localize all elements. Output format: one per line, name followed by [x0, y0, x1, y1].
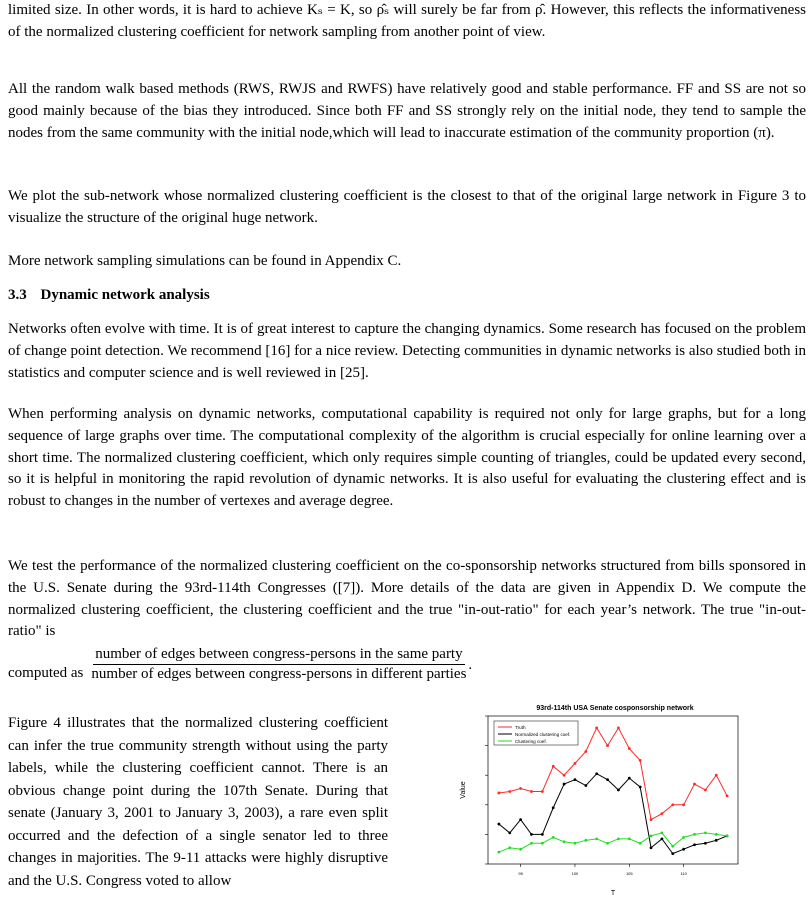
data-point	[617, 726, 620, 729]
data-point	[650, 834, 653, 837]
senate-cosponsorship-chart	[453, 698, 783, 908]
figure-4	[453, 698, 783, 908]
data-point	[574, 778, 577, 781]
legend-entry: Clustering coef.	[515, 738, 547, 744]
data-point	[639, 842, 642, 845]
legend-entry: Normalized clustering coef.	[515, 731, 571, 737]
formula-period: .	[468, 656, 473, 673]
paragraph-subnetwork-plot: We plot the sub-network whose normalized clustering coefficient is the closest to that of the original large network in Figure 3 to visualize the structure of the original huge network.	[8, 188, 806, 226]
data-point	[519, 848, 522, 851]
in-out-ratio-formula	[8, 645, 806, 684]
data-point	[595, 772, 598, 775]
data-point	[671, 803, 674, 806]
data-point	[508, 846, 511, 849]
data-point	[661, 812, 664, 815]
chart-title: 93rd-114th USA Senate cosponsorship network	[536, 705, 694, 712]
paragraph-networks-evolve: Networks often evolve with time. It is of great interest to capture the changing dynamics. Some research has focused on the problem of change point detection. We recommend [16] for a nice review. Detecting communities in dynamic networks is also studied both in statistics and computer science and is well reviewed in [25].	[8, 321, 806, 381]
data-point	[704, 789, 707, 792]
data-point	[606, 778, 609, 781]
data-point	[650, 846, 653, 849]
data-point	[584, 839, 587, 842]
data-point	[639, 786, 642, 789]
data-point	[497, 851, 500, 854]
paragraph-random-walk: All the random walk based methods (RWS, RWJS and RWFS) have relatively good and stable performance. FF and SS are not so good mainly because of the bias they introduced. Since both FF and SS strongly rely on the initial node, they tend to sample the nodes from the same community with the initial node,which will lead to inaccurate estimation of the community proportion (π).	[8, 81, 806, 141]
x-axis-label: T	[610, 890, 616, 897]
data-point	[661, 837, 664, 840]
section-number: 3.3	[8, 287, 27, 303]
paragraph-appendix-c: More network sampling simulations can be found in Appendix C.	[8, 253, 402, 269]
x-tick-label: 95	[518, 871, 523, 876]
data-point	[617, 789, 620, 792]
data-point	[584, 750, 587, 753]
data-point	[563, 783, 566, 786]
paragraph-fragment-top: limited size. In other words, it is hard to achieve Kₛ = K, so ρ̂ₛ will surely be far from ρ̂. However, this reflects the informativeness of the normalized clustering coefficient for network sampling from another point of view.	[8, 2, 806, 40]
data-point	[563, 840, 566, 843]
data-point	[704, 842, 707, 845]
data-point	[726, 795, 729, 798]
data-point	[530, 842, 533, 845]
data-point	[497, 792, 500, 795]
x-tick-label: 100	[571, 871, 579, 876]
data-point	[552, 806, 555, 809]
data-point	[574, 762, 577, 765]
section-heading	[8, 285, 210, 305]
data-point	[519, 787, 522, 790]
data-point	[508, 790, 511, 793]
y-axis-label: Value	[460, 781, 467, 799]
data-point	[682, 803, 685, 806]
formula-fraction	[89, 645, 468, 684]
data-point	[541, 833, 544, 836]
x-tick-label: 105	[625, 871, 633, 876]
data-point	[715, 839, 718, 842]
paragraph-figure4-discussion: Figure 4 illustrates that the normalized clustering coefficient can infer the true community strength without using the party labels, while the clustering coefficient cannot. There is an obvious change point during the 107th Senate. During that senate (January 3, 2001 to January 3, 2003), a rare even split occurred and the defection of a single senator led to three changes in majorities. The 9-11 attacks were highly disruptive and the U.S. Congress voted to allow	[8, 715, 388, 889]
data-point	[661, 832, 664, 835]
data-point	[715, 833, 718, 836]
data-point	[563, 774, 566, 777]
data-point	[595, 837, 598, 840]
data-point	[671, 852, 674, 855]
data-point	[617, 837, 620, 840]
data-point	[552, 765, 555, 768]
data-point	[693, 843, 696, 846]
paragraph-senate-test: We test the performance of the normalized clustering coefficient on the co-sponsorship networks structured from bills sponsored in the U.S. Senate during the 93rd-114th Congresses ([7]). More details of the data are given in Appendix D. We compute the normalized clustering coefficient, the clustering coefficient and the true "in-out-ratio" for each year’s network. The true "in-out-ratio" is	[8, 558, 806, 640]
data-point	[595, 726, 598, 729]
data-point	[584, 784, 587, 787]
data-point	[682, 848, 685, 851]
data-point	[628, 837, 631, 840]
section-title: Dynamic network analysis	[40, 287, 210, 303]
data-point	[606, 842, 609, 845]
data-point	[552, 836, 555, 839]
data-point	[606, 744, 609, 747]
paragraph-dynamic-analysis: When performing analysis on dynamic networks, computational capability is required not only for large graphs, but for a long sequence of large graphs over time. The computational complexity of the algorithm is crucial especially for online learning over a short time. The normalized clustering coefficient, which only requires simple counting of triangles, could be updated every second, so it is helpful in monitoring the rapid revolution of dynamic networks. It is also useful for evaluating the clustering effect and is robust to changes in the number of vertexes and average degree.	[8, 406, 806, 510]
data-point	[682, 836, 685, 839]
formula-lead-text: computed as	[8, 664, 84, 681]
data-point	[530, 790, 533, 793]
fraction-denominator: number of edges between congress-persons in different parties	[91, 666, 467, 682]
data-point	[628, 747, 631, 750]
data-point	[693, 833, 696, 836]
data-point	[715, 774, 718, 777]
data-point	[671, 845, 674, 848]
data-point	[628, 777, 631, 780]
data-point	[508, 832, 511, 835]
series-line-clustering-coef	[499, 833, 727, 852]
data-point	[530, 833, 533, 836]
data-point	[519, 818, 522, 821]
data-point	[693, 783, 696, 786]
data-point	[541, 842, 544, 845]
data-point	[704, 832, 707, 835]
data-point	[650, 818, 653, 821]
data-point	[541, 790, 544, 793]
data-point	[726, 834, 729, 837]
series-line-normalized-clustering-coef	[499, 774, 727, 854]
x-tick-label: 110	[680, 871, 687, 876]
fraction-numerator: number of edges between congress-persons in the same party	[93, 645, 464, 665]
data-point	[574, 842, 577, 845]
data-point	[639, 759, 642, 762]
legend-entry: Truth	[515, 724, 526, 730]
data-point	[497, 823, 500, 826]
